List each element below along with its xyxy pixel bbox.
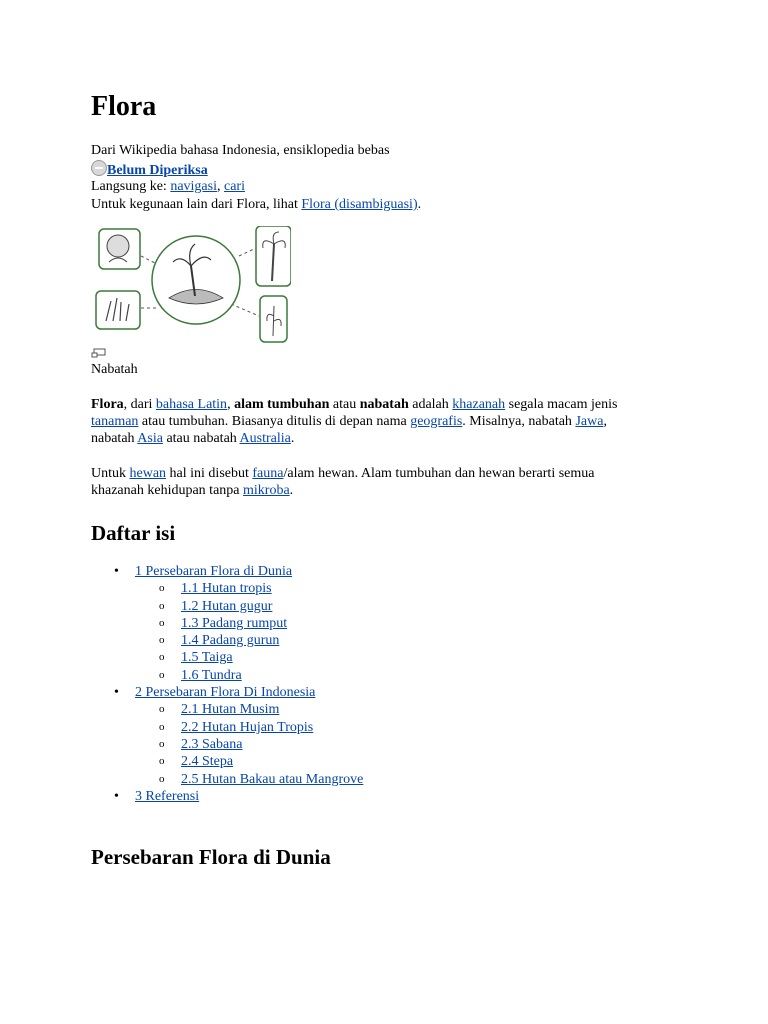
review-status-link[interactable]: Belum Diperiksa <box>107 163 208 178</box>
toc-link[interactable]: 1.3 Padang rumput <box>181 615 288 631</box>
flora-illustration[interactable] <box>91 226 291 344</box>
jump-navigation-link[interactable]: navigasi <box>170 179 217 194</box>
figure-caption: Nabatah <box>91 362 138 377</box>
toc-link[interactable]: 2.2 Hutan Hujan Tropis <box>181 719 314 735</box>
bullet-disc-icon: • <box>114 564 119 579</box>
toc-link[interactable]: 2.5 Hutan Bakau atau Mangrove <box>181 771 364 787</box>
toc-item <box>91 563 651 580</box>
toc-link[interactable]: 1.2 Hutan gugur <box>181 598 273 614</box>
jump-separator: , <box>216 179 224 194</box>
site-tagline: Dari Wikipedia bahasa Indonesia, ensiklopedia bebas <box>91 143 390 158</box>
link-khazanah[interactable]: khazanah <box>452 397 506 412</box>
disambig-prefix: Untuk kegunaan lain dari Flora, lihat <box>91 197 302 212</box>
review-badge <box>91 160 208 179</box>
term-nabatah: nabatah <box>359 397 409 412</box>
jump-search-link[interactable]: cari <box>223 179 245 194</box>
section-heading-persebaran: Persebaran Flora di Dunia <box>91 845 331 869</box>
unreviewed-icon <box>91 160 107 176</box>
toc-item <box>91 667 651 684</box>
disambig-suffix: . <box>417 197 422 212</box>
link-asia[interactable]: Asia <box>137 431 163 446</box>
link-mikroba[interactable]: mikroba <box>243 483 290 498</box>
toc-link[interactable]: 2.3 Sabana <box>181 736 243 752</box>
link-hewan[interactable]: hewan <box>129 466 167 481</box>
toc-item <box>91 598 651 615</box>
toc-heading: Daftar isi <box>91 521 176 545</box>
bullet-circle-icon: o <box>159 616 165 629</box>
toc-item <box>91 632 651 649</box>
toc-link[interactable]: 2.4 Stepa <box>181 754 234 770</box>
bullet-circle-icon: o <box>159 651 165 664</box>
term-alam-tumbuhan: alam tumbuhan <box>234 397 330 412</box>
disambiguation-note <box>91 196 421 213</box>
bullet-circle-icon: o <box>159 634 165 647</box>
toc-link[interactable]: 1.6 Tundra <box>181 667 242 683</box>
toc-link[interactable]: 1.5 Taiga <box>181 650 233 666</box>
toc-link[interactable]: 1.4 Padang gurun <box>181 633 280 649</box>
bullet-circle-icon: o <box>159 668 165 681</box>
bullet-circle-icon: o <box>159 772 165 785</box>
bullet-disc-icon: • <box>114 788 119 804</box>
toc-link[interactable]: 2 Persebaran Flora Di Indonesia <box>135 685 316 701</box>
bullet-circle-icon: o <box>159 703 165 716</box>
toc-item <box>91 771 651 788</box>
bullet-circle-icon: o <box>159 582 165 595</box>
bullet-circle-icon: o <box>159 599 165 612</box>
link-fauna[interactable]: fauna <box>252 466 284 481</box>
toc-link[interactable]: 1.1 Hutan tropis <box>181 581 272 597</box>
toc-item <box>91 719 651 736</box>
link-australia[interactable]: Australia <box>239 431 291 446</box>
table-of-contents <box>91 563 651 805</box>
page-title: Flora <box>91 91 157 122</box>
toc-item <box>91 701 651 718</box>
toc-link[interactable]: 2.1 Hutan Musim <box>181 702 280 718</box>
toc-item <box>91 615 651 632</box>
bullet-circle-icon: o <box>159 720 165 733</box>
toc-link[interactable]: 3 Referensi <box>135 788 200 804</box>
toc-item <box>91 753 651 770</box>
toc-item <box>91 649 651 666</box>
intro-paragraph-1: Flora, dari bahasa Latin, alam tumbuhan atau nabatah adalah khazanah segala macam jenis tanaman atau tumbuhan. Biasanya ditulis di depan nama geografis. Misalnya, nabatah Jawa, nabatah Asia atau nabatah Australia. <box>91 397 618 446</box>
bullet-circle-icon: o <box>159 755 165 768</box>
link-bahasa-latin[interactable]: bahasa Latin <box>155 397 228 412</box>
term-flora: Flora <box>91 397 124 412</box>
enlarge-icon[interactable] <box>91 348 107 358</box>
link-tanaman[interactable]: tanaman <box>91 414 139 429</box>
bullet-disc-icon: • <box>114 685 119 701</box>
jump-links <box>91 178 245 195</box>
toc-item <box>91 684 651 701</box>
link-jawa[interactable]: Jawa <box>575 414 604 429</box>
disambiguation-link[interactable]: Flora (disambiguasi) <box>301 197 418 212</box>
toc-link[interactable]: 1 Persebaran Flora di Dunia <box>135 564 293 579</box>
toc-item <box>91 788 651 805</box>
jump-prefix: Langsung ke: <box>91 179 171 194</box>
toc-item <box>91 736 651 753</box>
link-geografis[interactable]: geografis <box>410 414 463 429</box>
toc-item <box>91 580 651 597</box>
bullet-circle-icon: o <box>159 737 165 750</box>
intro-paragraph-2: Untuk hewan hal ini disebut fauna/alam hewan. Alam tumbuhan dan hewan berarti semua khazanah kehidupan tanpa mikroba. <box>91 466 595 498</box>
